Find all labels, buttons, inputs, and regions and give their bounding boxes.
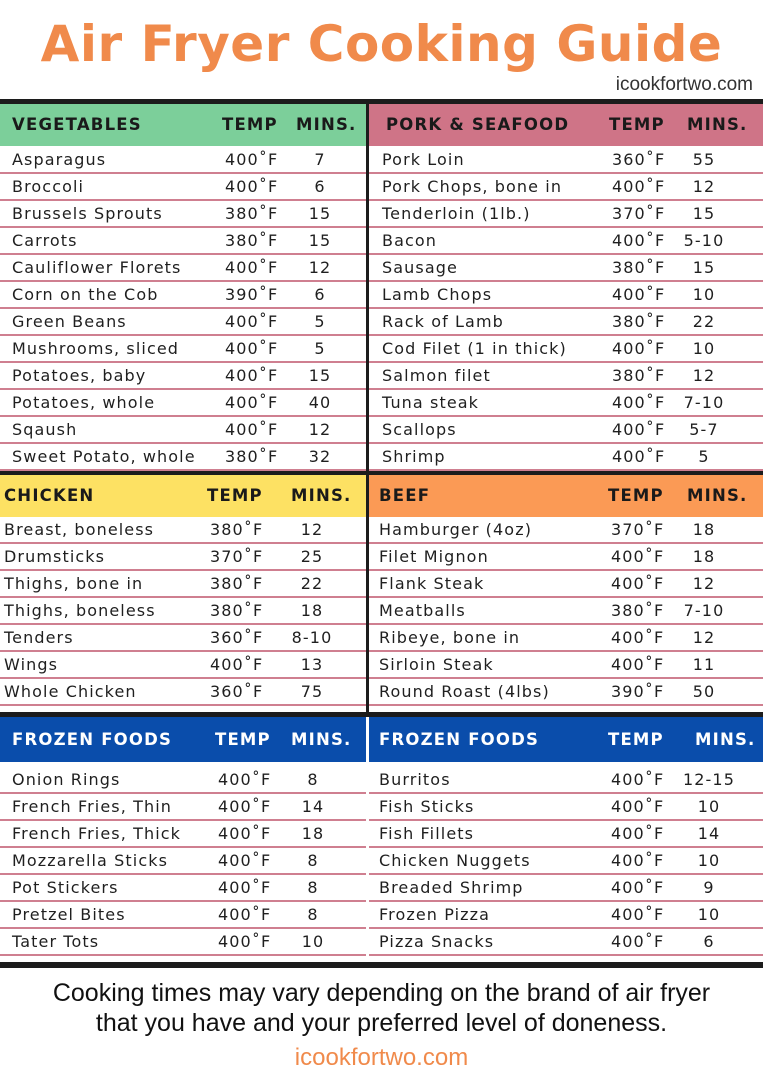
table-row xyxy=(369,652,763,679)
section-title: CHICKEN xyxy=(4,486,95,505)
table-row xyxy=(0,679,366,706)
cook-temp: 400˚F xyxy=(611,851,665,870)
cook-temp: 400˚F xyxy=(225,312,279,331)
table-row xyxy=(369,363,763,390)
mins-heading: MINS. xyxy=(291,729,352,749)
food-name: Potatoes, whole xyxy=(12,393,156,412)
cook-temp: 400˚F xyxy=(611,628,665,647)
cook-mins: 14 xyxy=(697,824,721,843)
table-row xyxy=(0,625,366,652)
food-name: Mozzarella Sticks xyxy=(12,851,169,870)
food-name: Bacon xyxy=(382,231,438,250)
cook-mins: 5 xyxy=(314,339,326,358)
table-row xyxy=(0,390,366,417)
cook-mins: 10 xyxy=(697,905,721,924)
section-title: FROZEN FOODS xyxy=(379,729,540,749)
cook-temp: 400˚F xyxy=(612,231,666,250)
cook-temp: 360˚F xyxy=(210,628,264,647)
cook-temp: 400˚F xyxy=(612,420,666,439)
food-name: Carrots xyxy=(12,231,78,250)
cook-mins: 6 xyxy=(703,932,715,951)
table-row xyxy=(0,517,366,544)
food-name: Broccoli xyxy=(12,177,85,196)
cook-mins: 13 xyxy=(300,655,324,674)
cook-temp: 370˚F xyxy=(612,204,666,223)
cook-temp: 400˚F xyxy=(218,824,272,843)
food-name: French Fries, Thin xyxy=(12,797,172,816)
cook-mins: 10 xyxy=(697,797,721,816)
cook-temp: 400˚F xyxy=(218,878,272,897)
cook-temp: 390˚F xyxy=(225,285,279,304)
table-row xyxy=(369,679,763,706)
temp-heading: TEMP xyxy=(609,115,665,134)
food-name: Green Beans xyxy=(12,312,127,331)
table-row xyxy=(369,417,763,444)
food-name: Rack of Lamb xyxy=(382,312,504,331)
cook-temp: 380˚F xyxy=(210,574,264,593)
cook-temp: 400˚F xyxy=(225,420,279,439)
food-name: Frozen Pizza xyxy=(379,905,491,924)
food-name: Pretzel Bites xyxy=(12,905,126,924)
cook-mins: 12 xyxy=(300,520,324,539)
cook-mins: 6 xyxy=(314,177,326,196)
cook-temp: 400˚F xyxy=(611,878,665,897)
table-row xyxy=(0,821,366,848)
mins-heading: MINS. xyxy=(291,486,352,505)
temp-heading: TEMP xyxy=(608,486,664,505)
table-row xyxy=(369,390,763,417)
food-name: Fish Fillets xyxy=(379,824,475,843)
cook-mins: 15 xyxy=(308,231,332,250)
food-name: Filet Mignon xyxy=(379,547,489,566)
table-row xyxy=(0,444,366,471)
food-name: Sirloin Steak xyxy=(379,655,494,674)
footer-note-line-1: Cooking times may vary depending on the brand of air fryer xyxy=(52,979,711,1007)
cook-mins: 18 xyxy=(301,824,325,843)
site-url-top: icookfortwo.com xyxy=(615,74,753,95)
food-name: Tenderloin (1lb.) xyxy=(382,204,531,223)
food-name: Brussels Sprouts xyxy=(12,204,163,223)
cook-mins: 8-10 xyxy=(291,628,333,647)
table-row xyxy=(369,767,763,794)
table-row xyxy=(0,794,366,821)
temp-heading: TEMP xyxy=(207,486,263,505)
food-name: Fish Sticks xyxy=(379,797,475,816)
cook-mins: 12 xyxy=(692,366,716,385)
table-row xyxy=(0,309,366,336)
table-row xyxy=(369,902,763,929)
table-row xyxy=(0,201,366,228)
food-name: Tater Tots xyxy=(12,932,100,951)
food-name: Asparagus xyxy=(12,150,107,169)
cook-mins: 8 xyxy=(307,878,319,897)
cook-temp: 400˚F xyxy=(612,447,666,466)
food-name: Salmon filet xyxy=(382,366,491,385)
cook-mins: 12 xyxy=(692,628,716,647)
section-title: VEGETABLES xyxy=(12,115,142,134)
cook-temp: 400˚F xyxy=(611,797,665,816)
site-url-bottom: icookfortwo.com xyxy=(294,1044,469,1071)
section-title: BEEF xyxy=(379,486,431,505)
table-row xyxy=(369,282,763,309)
cook-mins: 5-10 xyxy=(683,231,725,250)
cook-temp: 400˚F xyxy=(225,258,279,277)
page-title: Air Fryer Cooking Guide xyxy=(40,15,723,73)
table-row xyxy=(0,544,366,571)
temp-heading: TEMP xyxy=(222,115,278,134)
cook-mins: 7-10 xyxy=(683,601,725,620)
cook-mins: 5 xyxy=(698,447,710,466)
food-name: Burritos xyxy=(379,770,451,789)
food-name: Whole Chicken xyxy=(4,682,137,701)
cook-mins: 15 xyxy=(692,258,716,277)
cook-temp: 400˚F xyxy=(612,393,666,412)
cook-temp: 400˚F xyxy=(225,393,279,412)
table-row xyxy=(369,544,763,571)
table-row xyxy=(0,147,366,174)
cook-temp: 380˚F xyxy=(225,231,279,250)
cook-temp: 400˚F xyxy=(611,770,665,789)
food-name: Lamb Chops xyxy=(382,285,493,304)
table-row xyxy=(369,336,763,363)
table-row xyxy=(0,282,366,309)
food-name: Thighs, boneless xyxy=(4,601,156,620)
food-name: Cauliflower Florets xyxy=(12,258,182,277)
food-name: Drumsticks xyxy=(4,547,106,566)
mins-heading: MINS. xyxy=(687,486,748,505)
frozen-left-header xyxy=(0,717,366,762)
cook-mins: 6 xyxy=(314,285,326,304)
section-title: PORK & SEAFOOD xyxy=(386,115,570,134)
food-name: Potatoes, baby xyxy=(12,366,147,385)
cook-mins: 8 xyxy=(307,851,319,870)
table-row xyxy=(369,598,763,625)
cook-mins: 55 xyxy=(692,150,716,169)
food-name: Thighs, bone in xyxy=(4,574,144,593)
cook-mins: 12 xyxy=(308,258,332,277)
table-row xyxy=(0,363,366,390)
cook-temp: 400˚F xyxy=(612,339,666,358)
cook-mins: 18 xyxy=(300,601,324,620)
table-row xyxy=(0,598,366,625)
cook-mins: 7 xyxy=(314,150,326,169)
food-name: Sweet Potato, whole xyxy=(12,447,196,466)
cook-temp: 380˚F xyxy=(225,447,279,466)
food-name: Breast, boneless xyxy=(4,520,155,539)
cook-temp: 400˚F xyxy=(218,851,272,870)
table-row xyxy=(0,652,366,679)
mins-heading: MINS. xyxy=(687,115,748,134)
cook-mins: 22 xyxy=(300,574,324,593)
temp-heading: TEMP xyxy=(608,729,664,749)
table-row xyxy=(0,417,366,444)
cook-temp: 400˚F xyxy=(611,824,665,843)
cook-mins: 10 xyxy=(697,851,721,870)
table-row xyxy=(369,444,763,471)
cook-mins: 25 xyxy=(300,547,324,566)
cook-temp: 380˚F xyxy=(611,601,665,620)
table-row xyxy=(0,929,366,956)
food-name: Pizza Snacks xyxy=(379,932,495,951)
table-row xyxy=(369,929,763,956)
table-row xyxy=(369,875,763,902)
cook-mins: 15 xyxy=(692,204,716,223)
food-name: Pork Chops, bone in xyxy=(382,177,563,196)
food-name: Hamburger (4oz) xyxy=(379,520,533,539)
cook-mins: 10 xyxy=(692,285,716,304)
cook-temp: 400˚F xyxy=(218,797,272,816)
cook-temp: 380˚F xyxy=(210,601,264,620)
table-row xyxy=(369,821,763,848)
cook-mins: 22 xyxy=(692,312,716,331)
food-name: Breaded Shrimp xyxy=(379,878,524,897)
food-name: Flank Steak xyxy=(379,574,485,593)
cook-mins: 75 xyxy=(300,682,324,701)
cook-mins: 10 xyxy=(692,339,716,358)
cook-mins: 15 xyxy=(308,204,332,223)
cook-temp: 400˚F xyxy=(611,932,665,951)
cook-mins: 14 xyxy=(301,797,325,816)
table-row xyxy=(0,336,366,363)
food-name: Ribeye, bone in xyxy=(379,628,521,647)
cook-temp: 400˚F xyxy=(611,547,665,566)
cook-mins: 18 xyxy=(692,520,716,539)
cook-mins: 15 xyxy=(308,366,332,385)
table-row xyxy=(0,228,366,255)
food-name: Round Roast (4lbs) xyxy=(379,682,550,701)
table-row xyxy=(369,848,763,875)
cook-temp: 400˚F xyxy=(612,177,666,196)
food-name: Wings xyxy=(4,655,59,674)
cook-mins: 5 xyxy=(314,312,326,331)
cook-mins: 40 xyxy=(308,393,332,412)
food-name: French Fries, Thick xyxy=(12,824,182,843)
food-name: Sqaush xyxy=(12,420,78,439)
beef-header xyxy=(369,475,763,517)
food-name: Corn on the Cob xyxy=(12,285,159,304)
food-name: Scallops xyxy=(382,420,457,439)
table-row xyxy=(369,228,763,255)
table-row xyxy=(0,875,366,902)
cook-mins: 32 xyxy=(308,447,332,466)
vegetables-header xyxy=(0,104,366,146)
table-row xyxy=(0,571,366,598)
cook-mins: 11 xyxy=(692,655,716,674)
chicken-header xyxy=(0,475,366,517)
cook-temp: 400˚F xyxy=(611,574,665,593)
cook-temp: 400˚F xyxy=(218,770,272,789)
cook-mins: 12 xyxy=(692,574,716,593)
cook-mins: 12-15 xyxy=(683,770,735,789)
cook-temp: 380˚F xyxy=(612,366,666,385)
table-row xyxy=(0,902,366,929)
table-row xyxy=(0,255,366,282)
cook-temp: 400˚F xyxy=(210,655,264,674)
frozen-right-header xyxy=(369,717,763,762)
cook-temp: 360˚F xyxy=(210,682,264,701)
bottom-divider xyxy=(0,962,763,968)
cook-mins: 12 xyxy=(308,420,332,439)
food-name: Meatballs xyxy=(379,601,466,620)
table-row xyxy=(369,147,763,174)
table-row xyxy=(369,255,763,282)
food-name: Cod Filet (1 in thick) xyxy=(382,339,567,358)
cook-temp: 400˚F xyxy=(225,150,279,169)
cook-mins: 8 xyxy=(307,905,319,924)
cook-temp: 370˚F xyxy=(210,547,264,566)
cook-mins: 7-10 xyxy=(683,393,725,412)
cook-mins: 5-7 xyxy=(689,420,719,439)
cook-temp: 400˚F xyxy=(225,177,279,196)
cook-temp: 380˚F xyxy=(210,520,264,539)
cook-temp: 380˚F xyxy=(612,258,666,277)
temp-heading: TEMP xyxy=(215,729,271,749)
cook-temp: 360˚F xyxy=(612,150,666,169)
cook-mins: 9 xyxy=(703,878,715,897)
cook-temp: 380˚F xyxy=(225,204,279,223)
pork-header xyxy=(369,104,763,146)
cook-mins: 18 xyxy=(692,547,716,566)
cook-mins: 50 xyxy=(692,682,716,701)
table-row xyxy=(369,517,763,544)
cook-temp: 400˚F xyxy=(611,655,665,674)
table-row xyxy=(0,174,366,201)
cook-temp: 400˚F xyxy=(611,905,665,924)
cook-temp: 400˚F xyxy=(225,339,279,358)
table-row xyxy=(369,625,763,652)
cook-temp: 400˚F xyxy=(612,285,666,304)
table-row xyxy=(369,309,763,336)
food-name: Chicken Nuggets xyxy=(379,851,531,870)
food-name: Tuna steak xyxy=(382,393,480,412)
food-name: Pork Loin xyxy=(382,150,465,169)
food-name: Sausage xyxy=(382,258,458,277)
cook-mins: 10 xyxy=(301,932,325,951)
food-name: Onion Rings xyxy=(12,770,121,789)
cook-temp: 400˚F xyxy=(225,366,279,385)
cook-mins: 12 xyxy=(692,177,716,196)
food-name: Pot Stickers xyxy=(12,878,119,897)
food-name: Mushrooms, sliced xyxy=(12,339,180,358)
mins-heading: MINS. xyxy=(296,115,357,134)
cook-temp: 400˚F xyxy=(218,932,272,951)
footer-note-line-2: that you have and your preferred level of doneness. xyxy=(95,1009,668,1037)
cook-mins: 8 xyxy=(307,770,319,789)
cook-temp: 390˚F xyxy=(611,682,665,701)
cook-temp: 380˚F xyxy=(612,312,666,331)
table-row xyxy=(0,767,366,794)
cook-temp: 370˚F xyxy=(611,520,665,539)
table-row xyxy=(369,571,763,598)
food-name: Tenders xyxy=(4,628,74,647)
mins-heading: MINS. xyxy=(695,729,756,749)
table-row xyxy=(0,848,366,875)
food-name: Shrimp xyxy=(382,447,446,466)
section-title: FROZEN FOODS xyxy=(12,729,173,749)
table-row xyxy=(369,201,763,228)
table-row xyxy=(369,174,763,201)
table-row xyxy=(369,794,763,821)
cook-temp: 400˚F xyxy=(218,905,272,924)
